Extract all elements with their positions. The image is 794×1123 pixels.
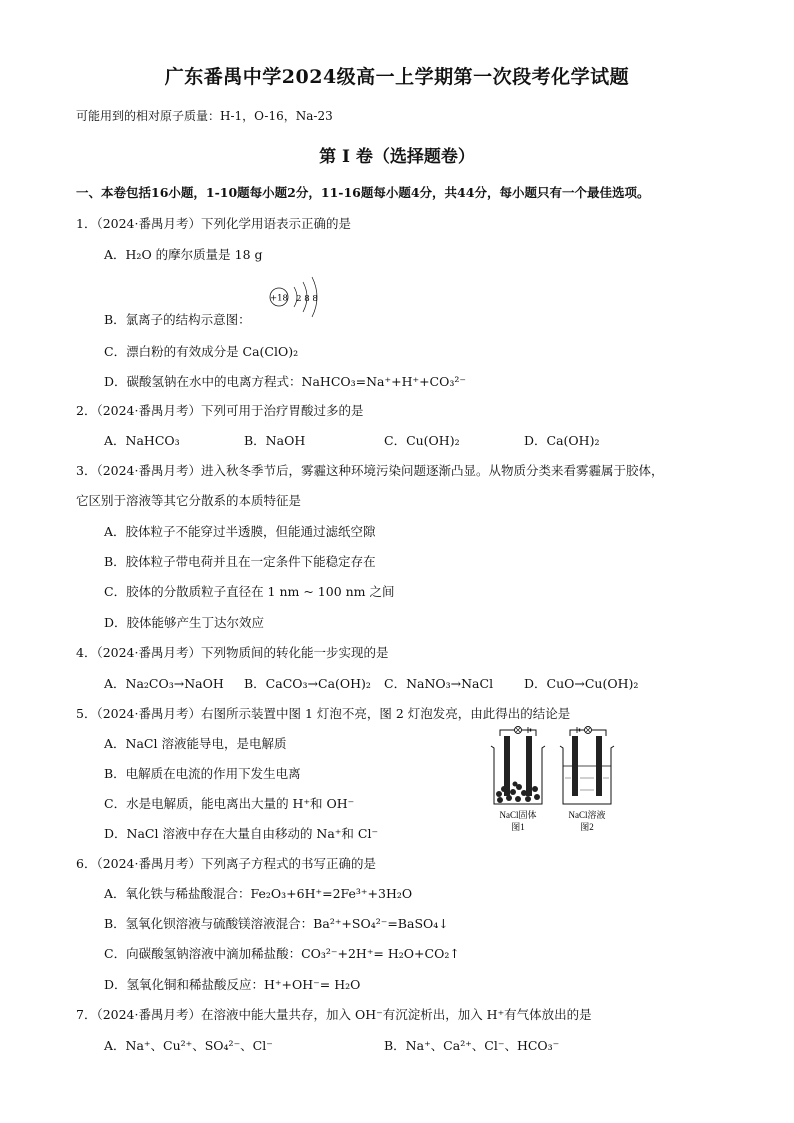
atomic-mass-note: 可能用到的相对原子质量：H-1，O-16，Na-23 <box>76 109 333 123</box>
atom-shells-label: 2 8 8 <box>296 294 318 304</box>
question-4-option-b: B．CaCO₃→Ca(OH)₂ <box>244 676 371 691</box>
question-1-option-d: D．碳酸氢钠在水中的电离方程式：NaHCO₃=Na⁺+H⁺+CO₃²⁻ <box>104 374 466 389</box>
figure-2-label: NaCl溶液 <box>568 810 606 820</box>
question-4-option-c: C．NaNO₃→NaCl <box>384 676 494 691</box>
question-7-stem: 7．（2024·番禺月考）在溶液中能大量共存，加入 OH⁻有沉淀析出，加入 H⁺有气体放出的是 <box>76 1007 592 1022</box>
question-6-option-d: D．氢氧化铜和稀盐酸反应：H⁺+OH⁻= H₂O <box>104 977 361 992</box>
question-5-stem: 5．（2024·番禺月考）右图所示装置中图 1 灯泡不亮，图 2 灯泡发亮，由此得出的结论是 <box>76 706 571 721</box>
chloride-ion-structure-diagram <box>267 273 327 321</box>
question-3-stem-line1: 3．（2024·番禺月考）进入秋冬季节后，雾霾这种环境污染问题逐渐凸显。从物质分类来看雾霾属于胶体， <box>76 463 664 478</box>
question-6-option-c: C．向碳酸氢钠溶液中滴加稀盐酸：CO₃²⁻+2H⁺= H₂O+CO₂↑ <box>104 946 460 961</box>
question-5-option-a: A．NaCl 溶液能导电，是电解质 <box>104 736 287 751</box>
atom-nucleus-label: +18 <box>270 293 288 304</box>
question-2-option-d: D．Ca(OH)₂ <box>524 433 600 448</box>
page-title: 广东番禺中学2024级高一上学期第一次段考化学试题 <box>164 66 630 88</box>
figure-2-caption: 图2 <box>580 822 594 832</box>
figure-1-caption: 图1 <box>511 822 525 832</box>
question-5-option-c: C．水是电解质，能电离出大量的 H⁺和 OH⁻ <box>104 796 355 811</box>
figure-1-apparatus <box>491 727 545 833</box>
question-3-option-a: A．胶体粒子不能穿过半透膜，但能通过滤纸空隙 <box>104 524 376 539</box>
question-6-stem: 6．（2024·番禺月考）下列离子方程式的书写正确的是 <box>76 856 376 871</box>
question-6-option-b: B．氢氧化钡溶液与硫酸镁溶液混合：Ba²⁺+SO₄²⁻=BaSO₄↓ <box>104 916 449 931</box>
question-4-option-a: A．Na₂CO₃→NaOH <box>104 676 224 691</box>
question-1-option-a: A．H₂O 的摩尔质量是 18 g <box>104 247 263 262</box>
question-1-option-c: C．漂白粉的有效成分是 Ca(ClO)₂ <box>104 344 299 359</box>
question-2-option-c: C．Cu(OH)₂ <box>384 433 460 448</box>
question-1-stem: 1．（2024·番禺月考）下列化学用语表示正确的是 <box>76 216 351 231</box>
question-3-option-d: D．胶体能够产生丁达尔效应 <box>104 615 265 630</box>
question-3-option-b: B．胶体粒子带电荷并且在一定条件下能稳定存在 <box>104 554 376 569</box>
question-2-stem: 2．（2024·番禺月考）下列可用于治疗胃酸过多的是 <box>76 403 364 418</box>
question-2-option-b: B．NaOH <box>244 433 306 448</box>
question-7-option-a: A．Na⁺、Cu²⁺、SO₄²⁻、Cl⁻ <box>104 1038 273 1053</box>
question-7-option-b: B．Na⁺、Ca²⁺、Cl⁻、HCO₃⁻ <box>384 1038 560 1053</box>
question-3-stem-line2: 它区别于溶液等其它分散系的本质特征是 <box>76 493 302 508</box>
question-5-option-b: B．电解质在电流的作用下发生电离 <box>104 766 301 781</box>
question-2-option-a: A．NaHCO₃ <box>104 433 180 448</box>
figure-1-label: NaCl固体 <box>499 810 537 820</box>
question-3-option-c: C．胶体的分散质粒子直径在 1 nm ~ 100 nm 之间 <box>104 584 395 599</box>
question-5-option-d: D．NaCl 溶液中存在大量自由移动的 Na⁺和 Cl⁻ <box>104 826 379 841</box>
question-6-option-a: A．氧化铁与稀盐酸混合：Fe₂O₃+6H⁺=2Fe³⁺+3H₂O <box>104 886 413 901</box>
question-4-option-d: D．CuO→Cu(OH)₂ <box>524 676 639 691</box>
question-1-option-b: B．氯离子的结构示意图： <box>104 312 251 327</box>
conductivity-apparatus-diagram <box>488 726 618 846</box>
figure-2-apparatus <box>560 727 614 833</box>
question-4-stem: 4．（2024·番禺月考）下列物质间的转化能一步实现的是 <box>76 645 389 660</box>
volume-title: 第 I 卷（选择题卷） <box>319 147 475 167</box>
section-instructions: 一、本卷包括16小题，1-10题每小题2分，11-16题每小题4分，共44分，每小题只有一个最佳选项。 <box>76 185 650 200</box>
